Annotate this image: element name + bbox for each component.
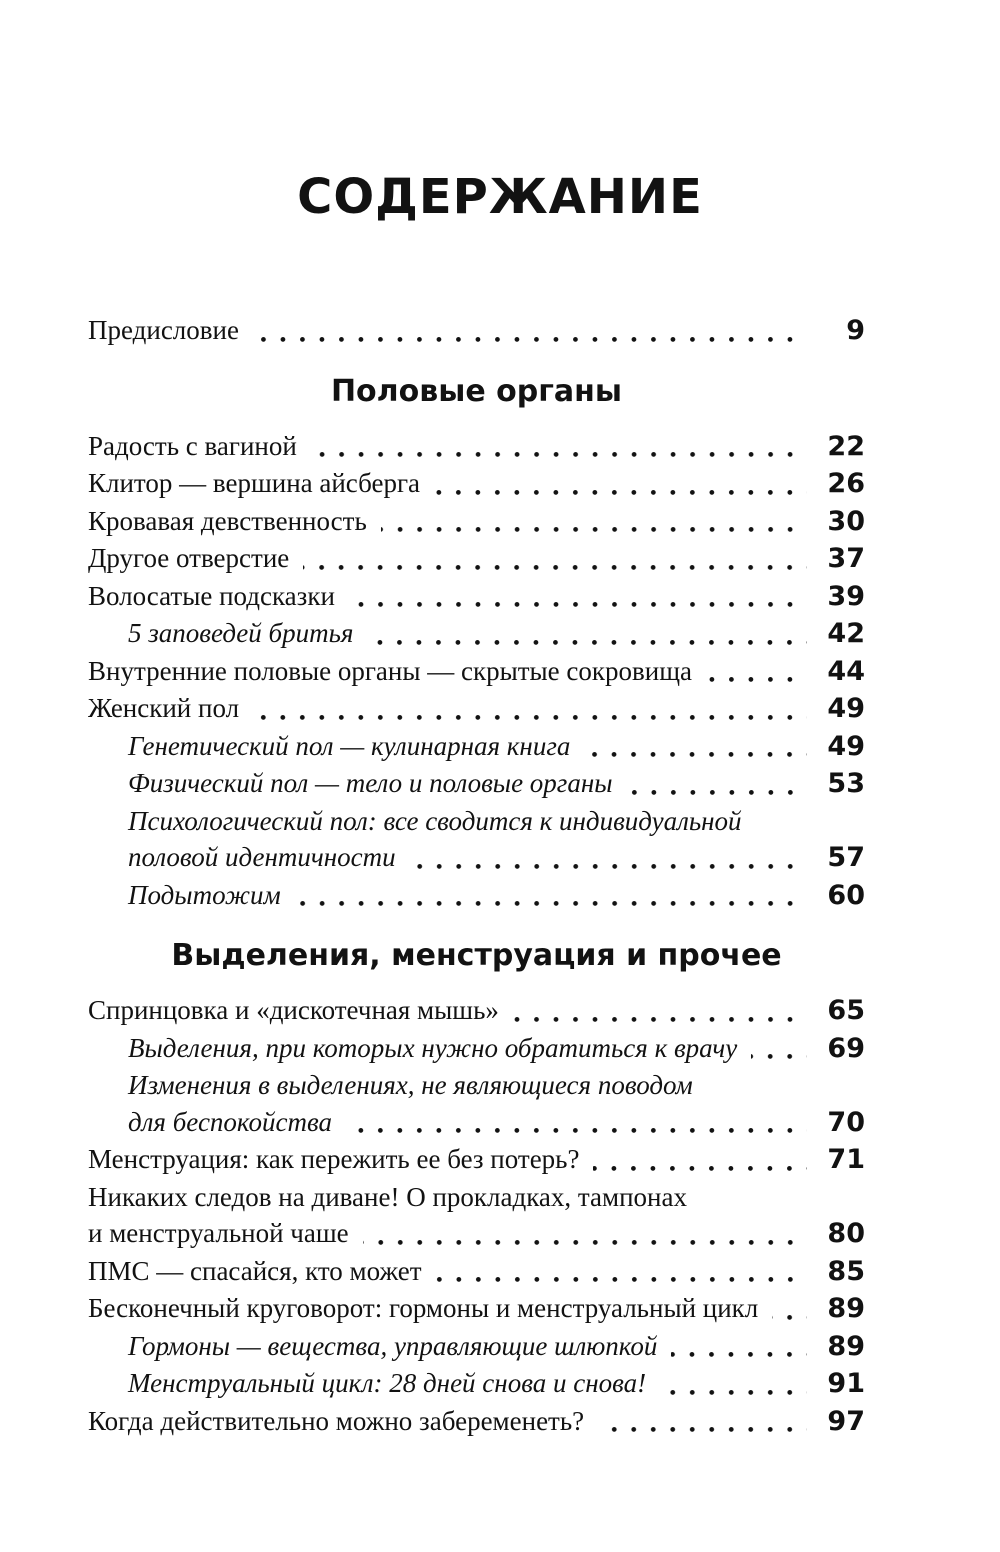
toc-entry-page: 91 [827,1368,865,1399]
toc-entry [88,992,865,1030]
toc-entry-title: Внутренние половые органы — скрытые сокровища [88,655,692,686]
toc-entry [88,877,865,915]
toc-entry-title: для беспокойства [128,1106,333,1137]
toc-entry-page: 30 [827,505,865,537]
toc-entry [88,1290,865,1328]
toc-entry-page: 39 [827,580,865,612]
dot-leader [434,490,807,495]
dot-leader [627,790,807,795]
toc-entry-title: Когда действительно можно забеременеть? [88,1405,585,1436]
toc-entry [88,690,865,728]
toc-entry-title: Подытожим [128,879,281,910]
toc-entry [88,503,865,541]
toc-entry [88,803,865,840]
section-entries [88,428,865,915]
toc-entry-title: Менструальный цикл: 28 дней снова и снова! [128,1368,647,1398]
toc-section [88,936,865,1440]
toc-entry-title: Никаких следов на диване! О прокладках, тампонах [88,1181,687,1212]
toc-entry-title: Предисловие [88,315,239,345]
dot-leader [751,1054,807,1059]
dot-leader [598,1427,807,1432]
toc-entry-title: половой идентичности [128,842,396,872]
toc-entry [88,1030,865,1068]
dot-leader [367,640,807,645]
dot-leader [660,1390,807,1395]
section-heading: Половые органы [330,373,623,409]
toc-entry-title: ПМС — спасайся, кто может [88,1255,422,1286]
toc-entry-page: 42 [827,618,865,649]
toc-entry-title: Психологический пол: все сводится к индивидуальной [128,805,742,836]
toc-entry [88,578,865,616]
toc-entry-page: 37 [827,543,865,574]
toc-entry-title: Изменения в выделениях, не являющиеся поводом [128,1070,693,1100]
toc-entry-title: Выделения, при которых нужно обратиться к врачу [128,1032,738,1063]
dot-leader [410,864,807,869]
dot-leader [706,677,807,682]
toc-entry [88,1179,865,1216]
toc-entry-title: Гормоны — вещества, управляющие шлюпкой [128,1330,658,1361]
toc-entry [88,615,865,653]
toc-entry-title: Другое отверстие [88,543,290,573]
toc-entry [88,465,865,503]
toc-entry-page: 44 [827,655,865,687]
dot-leader [303,565,807,570]
toc-entry [88,1104,865,1142]
dot-leader [593,1166,807,1171]
dot-leader [436,1277,807,1282]
dot-leader [671,1352,807,1357]
toc-entry [88,839,865,877]
toc-entry-title: 5 заповедей бритья [128,618,354,648]
dot-leader [295,901,807,906]
dot-leader [772,1315,807,1320]
toc-entry [88,1403,865,1441]
toc-entry [88,1365,865,1403]
page-title: СОДЕРЖАНИЕ [297,169,703,225]
toc-entry-title: Клитор — вершина айсберга [88,468,421,498]
section-entries [88,312,865,350]
toc-entry [88,1215,865,1253]
dot-leader [363,1240,807,1245]
dot-leader [253,715,807,720]
toc-entry-page: 60 [827,879,865,911]
toc-entry-page: 89 [827,1293,865,1324]
toc-entry [88,728,865,766]
toc-entry-page: 9 [846,315,865,346]
toc-entry-page: 26 [827,468,865,499]
toc-entry [88,1253,865,1291]
toc-entry-page: 49 [827,693,865,724]
toc-section [88,372,865,915]
toc-entry-page: 57 [827,842,865,873]
toc-entry-title: Спринцовка и «дискотечная мышь» [88,995,499,1025]
toc-entry-page: 69 [827,1032,865,1064]
toc-entry-title: и менструальной чаше [88,1218,349,1248]
toc-entry-page: 49 [827,730,865,762]
toc-entry-title: Кровавая девственность [88,505,367,536]
dot-leader [584,752,807,757]
toc-entry-page: 53 [827,768,865,799]
toc-entry-page: 89 [827,1330,865,1362]
toc-entry-title: Волосатые подсказки [88,580,335,611]
toc-entry [88,540,865,578]
toc-entry [88,1328,865,1366]
dot-leader [311,452,807,457]
toc-entry [88,653,865,691]
toc-entry-page: 80 [827,1218,865,1249]
toc-entry-title: Женский пол [88,693,240,723]
toc-entry-title: Менструация: как пережить ее без потерь? [88,1144,580,1174]
section-entries [88,992,865,1440]
toc-entry [88,765,865,803]
toc-entry-page: 71 [827,1144,865,1175]
toc-entry-page: 65 [827,995,865,1026]
toc-entry-title: Физический пол — тело и половые органы [128,768,613,798]
dot-leader [381,527,807,532]
toc-entry-page: 97 [827,1405,865,1437]
toc-entry-page: 22 [827,430,865,462]
toc-entry [88,312,865,350]
section-heading: Выделения, менструация и прочее [171,938,782,973]
toc-entry [88,1141,865,1179]
dot-leader [349,602,807,607]
toc-entry [88,428,865,466]
table-of-contents [88,312,865,1440]
toc-entry-page: 70 [827,1106,865,1138]
toc-entry-page: 85 [827,1255,865,1287]
toc-entry-title: Генетический пол — кулинарная книга [128,730,571,761]
dot-leader [253,337,807,342]
toc-entry-title: Радость с вагиной [88,430,297,461]
toc-entry [88,1067,865,1104]
toc-entry-title: Бесконечный круговорот: гормоны и менструальный цикл [88,1293,759,1323]
dot-leader [513,1017,807,1022]
dot-leader [346,1128,807,1133]
toc-section [88,312,865,350]
